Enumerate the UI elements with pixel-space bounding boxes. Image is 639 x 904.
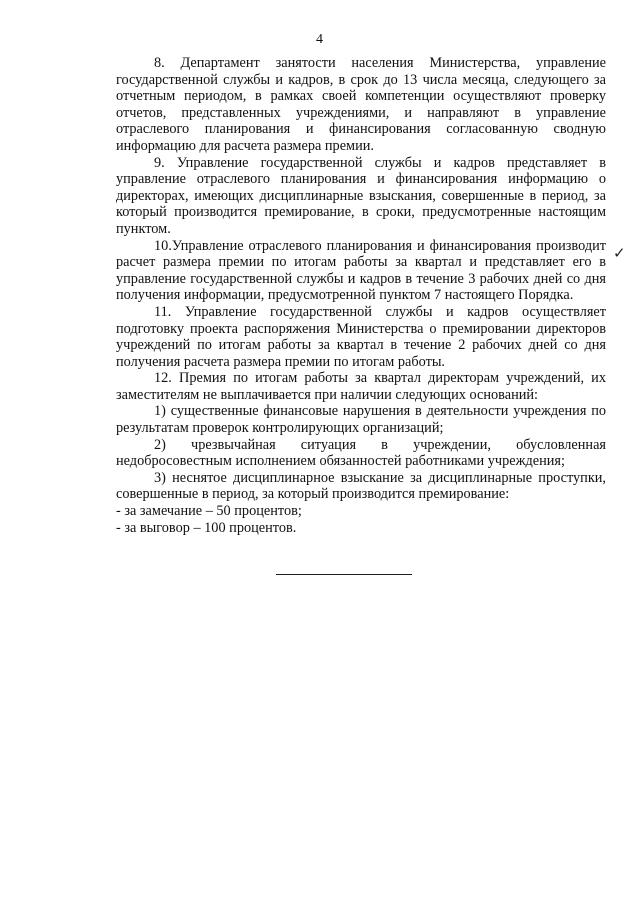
- paragraph-12: 12. Премия по итогам работы за квартал директорам учреждений, их заместителям не выплачивается при наличии следующих оснований:: [116, 370, 606, 403]
- end-divider: [276, 574, 412, 575]
- document-body: [116, 55, 606, 536]
- paragraph-8: 8. Департамент занятости населения Министерства, управление государственной службы и кадров, в срок до 13 числа месяца, следующего за отчетным периодом, в рамках своей компетенции осуществляют проверку отчетов, представленных учреждениями, и направляют в управление отраслевого планирования и финансирования согласованную сводную информацию для расчета размера премии.: [116, 55, 606, 154]
- penalty-severe-reprimand: - за выговор – 100 процентов.: [116, 519, 297, 536]
- checkmark-icon: ✓: [613, 246, 626, 262]
- condition-1: 1) существенные финансовые нарушения в деятельности учреждения по результатам проверок контролирующих организаций;: [116, 403, 606, 437]
- condition-2: 2) чрезвычайная ситуация в учреждении, обусловленная недобросовестным исполнением обязанностей работниками учреждения;: [116, 436, 606, 470]
- paragraph-9: 9. Управление государственной службы и кадров представляет в управление отраслевого планирования и финансирования информацию о директорах, имеющих дисциплинарные взыскания, совершенные в период, за который производится премирование, в сроки, предусмотренные настоящим пунктом.: [116, 154, 606, 237]
- condition-3: 3) неснятое дисциплинарное взыскание за дисциплинарные проступки, совершенные в период, за который производится премирование:: [116, 469, 606, 503]
- paragraph-10: 10.Управление отраслевого планирования и финансирования производит расчет размера премии по итогам работы за квартал и представляет его в управление государственной службы и кадров в течение 3 рабочих дней со дня получения информации, предусмотренной пунктом 7 настоящего Порядка.: [116, 237, 606, 304]
- page-number: 4: [316, 32, 323, 47]
- penalty-reprimand: - за замечание – 50 процентов;: [116, 503, 302, 520]
- paragraph-11: 11. Управление государственной службы и кадров осуществляет подготовку проекта распоряжения Министерства о премировании директоров учреждений по итогам работы за квартал в течение 2 рабочих дней со дня получения расчета размера премии по итогам работы.: [116, 303, 606, 370]
